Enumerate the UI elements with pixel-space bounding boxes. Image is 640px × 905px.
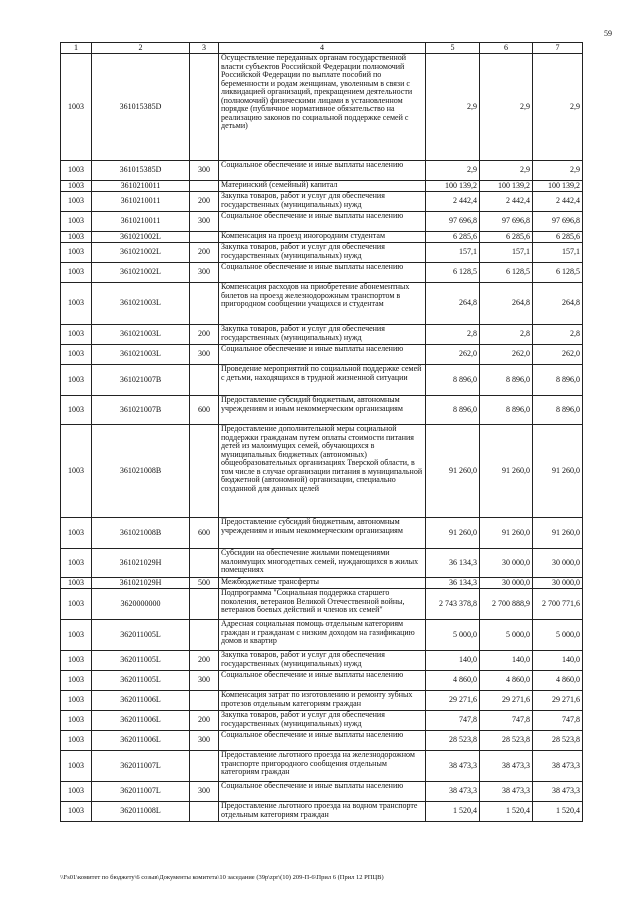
amount-year2-cell: 2,8 bbox=[480, 325, 533, 345]
amount-year2-cell: 91 260,0 bbox=[480, 518, 533, 549]
expense-type-cell: 600 bbox=[190, 396, 219, 425]
amount-year1-cell: 1 520,4 bbox=[426, 802, 480, 822]
description-cell: Материнский (семейный) капитал bbox=[219, 181, 426, 192]
amount-year1-cell: 8 896,0 bbox=[426, 396, 480, 425]
table-row bbox=[61, 620, 583, 651]
column-header-5: 5 bbox=[426, 43, 480, 54]
amount-year2-cell: 29 271,6 bbox=[480, 691, 533, 711]
expense-type-cell bbox=[190, 751, 219, 782]
expense-type-cell: 300 bbox=[190, 345, 219, 365]
page-number: 59 bbox=[604, 29, 612, 38]
target-article-cell: 361021002L bbox=[92, 232, 190, 243]
amount-year1-cell: 6 285,6 bbox=[426, 232, 480, 243]
expense-type-cell bbox=[190, 802, 219, 822]
amount-year2-cell: 747,8 bbox=[480, 711, 533, 731]
target-article-cell: 362011006L bbox=[92, 691, 190, 711]
description-cell: Социальное обеспечение и иные выплаты населению bbox=[219, 161, 426, 181]
amount-year3-cell: 91 260,0 bbox=[533, 518, 583, 549]
amount-year1-cell: 2,9 bbox=[426, 161, 480, 181]
description-cell: Предоставление льготного проезда на железнодорожном транспорте пригородного сообщения отдельным категориям граждан bbox=[219, 751, 426, 782]
target-article-cell: 361021008B bbox=[92, 425, 190, 518]
amount-year3-cell: 2,9 bbox=[533, 161, 583, 181]
section-code-cell: 1003 bbox=[61, 181, 92, 192]
amount-year2-cell: 91 260,0 bbox=[480, 425, 533, 518]
expense-type-cell: 300 bbox=[190, 671, 219, 691]
target-article-cell: 361015385D bbox=[92, 161, 190, 181]
target-article-cell: 361021003L bbox=[92, 283, 190, 325]
amount-year2-cell: 2 700 888,9 bbox=[480, 589, 533, 620]
expense-type-cell bbox=[190, 54, 219, 161]
section-code-cell: 1003 bbox=[61, 161, 92, 181]
amount-year1-cell: 157,1 bbox=[426, 243, 480, 263]
table-row bbox=[61, 711, 583, 731]
target-article-cell: 362011006L bbox=[92, 731, 190, 751]
section-code-cell: 1003 bbox=[61, 549, 92, 578]
description-cell: Закупка товаров, работ и услуг для обеспечения государственных (муниципальных) нужд bbox=[219, 325, 426, 345]
expense-type-cell: 300 bbox=[190, 782, 219, 802]
amount-year2-cell: 157,1 bbox=[480, 243, 533, 263]
amount-year2-cell: 140,0 bbox=[480, 651, 533, 671]
amount-year3-cell: 140,0 bbox=[533, 651, 583, 671]
section-code-cell: 1003 bbox=[61, 518, 92, 549]
amount-year2-cell: 8 896,0 bbox=[480, 365, 533, 396]
target-article-cell: 3610210011 bbox=[92, 181, 190, 192]
table-row bbox=[61, 425, 583, 518]
amount-year3-cell: 264,8 bbox=[533, 283, 583, 325]
section-code-cell: 1003 bbox=[61, 345, 92, 365]
expense-type-cell: 200 bbox=[190, 243, 219, 263]
amount-year3-cell: 91 260,0 bbox=[533, 425, 583, 518]
description-cell: Социальное обеспечение и иные выплаты населению bbox=[219, 212, 426, 232]
amount-year3-cell: 2,9 bbox=[533, 54, 583, 161]
target-article-cell: 361015385D bbox=[92, 54, 190, 161]
amount-year3-cell: 100 139,2 bbox=[533, 181, 583, 192]
table-row bbox=[61, 396, 583, 425]
amount-year1-cell: 262,0 bbox=[426, 345, 480, 365]
table-row bbox=[61, 802, 583, 822]
table-row bbox=[61, 651, 583, 671]
description-cell: Осуществление переданных органам государственной власти субъектов Российской Федерации полномочий Российской Федерации по выплате пособий по беременности и родам женщинам, уволенным в связи с ликвидацией организаций, прекращением деятельности (полномочий) физическими лицами в установленном порядке (публичное нормативное обязательство на реализацию законов по социальной поддержке семей с детьми) bbox=[219, 54, 426, 161]
table-row bbox=[61, 232, 583, 243]
column-header-6: 6 bbox=[480, 43, 533, 54]
amount-year3-cell: 2 700 771,6 bbox=[533, 589, 583, 620]
table-row bbox=[61, 782, 583, 802]
table-row bbox=[61, 263, 583, 283]
description-cell: Социальное обеспечение и иные выплаты населению bbox=[219, 731, 426, 751]
amount-year3-cell: 6 128,5 bbox=[533, 263, 583, 283]
target-article-cell: 3620000000 bbox=[92, 589, 190, 620]
amount-year3-cell: 5 000,0 bbox=[533, 620, 583, 651]
section-code-cell: 1003 bbox=[61, 578, 92, 589]
amount-year3-cell: 262,0 bbox=[533, 345, 583, 365]
section-code-cell: 1003 bbox=[61, 425, 92, 518]
table-row bbox=[61, 751, 583, 782]
amount-year2-cell: 2,9 bbox=[480, 161, 533, 181]
expense-type-cell: 200 bbox=[190, 711, 219, 731]
amount-year1-cell: 2,8 bbox=[426, 325, 480, 345]
section-code-cell: 1003 bbox=[61, 325, 92, 345]
target-article-cell: 3610210011 bbox=[92, 212, 190, 232]
section-code-cell: 1003 bbox=[61, 54, 92, 161]
section-code-cell: 1003 bbox=[61, 751, 92, 782]
amount-year3-cell: 38 473,3 bbox=[533, 782, 583, 802]
target-article-cell: 362011005L bbox=[92, 651, 190, 671]
amount-year2-cell: 38 473,3 bbox=[480, 751, 533, 782]
section-code-cell: 1003 bbox=[61, 192, 92, 212]
table-row bbox=[61, 325, 583, 345]
amount-year1-cell: 38 473,3 bbox=[426, 782, 480, 802]
table-row bbox=[61, 54, 583, 161]
section-code-cell: 1003 bbox=[61, 651, 92, 671]
amount-year2-cell: 6 285,6 bbox=[480, 232, 533, 243]
expense-type-cell bbox=[190, 425, 219, 518]
column-header-2: 2 bbox=[92, 43, 190, 54]
amount-year3-cell: 747,8 bbox=[533, 711, 583, 731]
section-code-cell: 1003 bbox=[61, 232, 92, 243]
section-code-cell: 1003 bbox=[61, 396, 92, 425]
amount-year3-cell: 8 896,0 bbox=[533, 396, 583, 425]
description-cell: Социальное обеспечение и иные выплаты населению bbox=[219, 263, 426, 283]
expense-type-cell: 300 bbox=[190, 161, 219, 181]
amount-year2-cell: 5 000,0 bbox=[480, 620, 533, 651]
amount-year2-cell: 2,9 bbox=[480, 54, 533, 161]
section-code-cell: 1003 bbox=[61, 782, 92, 802]
amount-year1-cell: 5 000,0 bbox=[426, 620, 480, 651]
amount-year1-cell: 100 139,2 bbox=[426, 181, 480, 192]
amount-year1-cell: 6 128,5 bbox=[426, 263, 480, 283]
expense-type-cell bbox=[190, 691, 219, 711]
section-code-cell: 1003 bbox=[61, 731, 92, 751]
target-article-cell: 361021002L bbox=[92, 263, 190, 283]
section-code-cell: 1003 bbox=[61, 620, 92, 651]
expense-type-cell: 200 bbox=[190, 325, 219, 345]
table-row bbox=[61, 691, 583, 711]
target-article-cell: 361021029H bbox=[92, 549, 190, 578]
amount-year1-cell: 2 743 378,8 bbox=[426, 589, 480, 620]
description-cell: Закупка товаров, работ и услуг для обеспечения государственных (муниципальных) нужд bbox=[219, 243, 426, 263]
table-row bbox=[61, 181, 583, 192]
target-article-cell: 361021029H bbox=[92, 578, 190, 589]
table-row bbox=[61, 671, 583, 691]
amount-year1-cell: 2,9 bbox=[426, 54, 480, 161]
expense-type-cell bbox=[190, 283, 219, 325]
target-article-cell: 361021007B bbox=[92, 396, 190, 425]
amount-year2-cell: 30 000,0 bbox=[480, 578, 533, 589]
description-cell: Компенсация на проезд иногородним студентам bbox=[219, 232, 426, 243]
section-code-cell: 1003 bbox=[61, 243, 92, 263]
description-cell: Социальное обеспечение и иные выплаты населению bbox=[219, 782, 426, 802]
description-cell: Адресная социальная помощь отдельным категориям граждан и гражданам с низким доходом на газификацию домов и квартир bbox=[219, 620, 426, 651]
amount-year1-cell: 140,0 bbox=[426, 651, 480, 671]
amount-year1-cell: 91 260,0 bbox=[426, 425, 480, 518]
amount-year3-cell: 38 473,3 bbox=[533, 751, 583, 782]
expense-type-cell bbox=[190, 620, 219, 651]
section-code-cell: 1003 bbox=[61, 711, 92, 731]
amount-year3-cell: 29 271,6 bbox=[533, 691, 583, 711]
description-cell: Предоставление субсидий бюджетным, автономным учреждениям и иным некоммерческим организациям bbox=[219, 518, 426, 549]
target-article-cell: 361021008B bbox=[92, 518, 190, 549]
table-row bbox=[61, 589, 583, 620]
amount-year1-cell: 97 696,8 bbox=[426, 212, 480, 232]
description-cell: Проведение мероприятий по социальной поддержке семей с детьми, находящихся в трудной жизненной ситуации bbox=[219, 365, 426, 396]
target-article-cell: 361021003L bbox=[92, 325, 190, 345]
amount-year1-cell: 38 473,3 bbox=[426, 751, 480, 782]
amount-year3-cell: 1 520,4 bbox=[533, 802, 583, 822]
amount-year3-cell: 2 442,4 bbox=[533, 192, 583, 212]
amount-year1-cell: 36 134,3 bbox=[426, 578, 480, 589]
expense-type-cell bbox=[190, 365, 219, 396]
expense-type-cell: 300 bbox=[190, 731, 219, 751]
amount-year2-cell: 8 896,0 bbox=[480, 396, 533, 425]
expense-type-cell bbox=[190, 181, 219, 192]
amount-year2-cell: 2 442,4 bbox=[480, 192, 533, 212]
amount-year2-cell: 30 000,0 bbox=[480, 549, 533, 578]
amount-year1-cell: 2 442,4 bbox=[426, 192, 480, 212]
target-article-cell: 362011007L bbox=[92, 782, 190, 802]
description-cell: Субсидии на обеспечение жилыми помещениями малоимущих многодетных семей, нуждающихся в жилых помещениях bbox=[219, 549, 426, 578]
amount-year3-cell: 157,1 bbox=[533, 243, 583, 263]
target-article-cell: 361021003L bbox=[92, 345, 190, 365]
budget-table bbox=[60, 42, 583, 822]
description-cell: Закупка товаров, работ и услуг для обеспечения государственных (муниципальных) нужд bbox=[219, 192, 426, 212]
table-row bbox=[61, 161, 583, 181]
amount-year3-cell: 30 000,0 bbox=[533, 549, 583, 578]
table-row bbox=[61, 518, 583, 549]
table-row bbox=[61, 549, 583, 578]
amount-year2-cell: 1 520,4 bbox=[480, 802, 533, 822]
section-code-cell: 1003 bbox=[61, 671, 92, 691]
table-row bbox=[61, 243, 583, 263]
section-code-cell: 1003 bbox=[61, 212, 92, 232]
target-article-cell: 362011005L bbox=[92, 620, 190, 651]
section-code-cell: 1003 bbox=[61, 283, 92, 325]
expense-type-cell: 300 bbox=[190, 212, 219, 232]
amount-year3-cell: 8 896,0 bbox=[533, 365, 583, 396]
amount-year1-cell: 91 260,0 bbox=[426, 518, 480, 549]
expense-type-cell: 200 bbox=[190, 192, 219, 212]
expense-type-cell: 600 bbox=[190, 518, 219, 549]
target-article-cell: 362011007L bbox=[92, 751, 190, 782]
amount-year2-cell: 264,8 bbox=[480, 283, 533, 325]
amount-year3-cell: 4 860,0 bbox=[533, 671, 583, 691]
table-row bbox=[61, 283, 583, 325]
description-cell: Социальное обеспечение и иные выплаты населению bbox=[219, 345, 426, 365]
amount-year3-cell: 97 696,8 bbox=[533, 212, 583, 232]
section-code-cell: 1003 bbox=[61, 589, 92, 620]
table-row bbox=[61, 212, 583, 232]
table-row bbox=[61, 345, 583, 365]
target-article-cell: 3610210011 bbox=[92, 192, 190, 212]
amount-year1-cell: 8 896,0 bbox=[426, 365, 480, 396]
description-cell: Закупка товаров, работ и услуг для обеспечения государственных (муниципальных) нужд bbox=[219, 651, 426, 671]
description-cell: Предоставление субсидий бюджетным, автономным учреждениям и иным некоммерческим организациям bbox=[219, 396, 426, 425]
amount-year2-cell: 4 860,0 bbox=[480, 671, 533, 691]
table-row bbox=[61, 578, 583, 589]
section-code-cell: 1003 bbox=[61, 802, 92, 822]
description-cell: Закупка товаров, работ и услуг для обеспечения государственных (муниципальных) нужд bbox=[219, 711, 426, 731]
description-cell: Предоставление дополнительной меры социальной поддержки гражданам путем оплаты стоимости питания детей из малоимущих семей, обучающихся в муниципальных бюджетных (автономных) общеобразовательных организациях Тверской области, в том числе в случае организации питания в муниципальной бюджетной (автономной) организации, специально созданной для данных целей bbox=[219, 425, 426, 518]
header-row bbox=[61, 43, 583, 54]
column-header-4: 4 bbox=[219, 43, 426, 54]
description-cell: Социальное обеспечение и иные выплаты населению bbox=[219, 671, 426, 691]
section-code-cell: 1003 bbox=[61, 263, 92, 283]
column-header-1: 1 bbox=[61, 43, 92, 54]
column-header-7: 7 bbox=[533, 43, 583, 54]
amount-year3-cell: 6 285,6 bbox=[533, 232, 583, 243]
amount-year1-cell: 4 860,0 bbox=[426, 671, 480, 691]
description-cell: Межбюджетные трансферты bbox=[219, 578, 426, 589]
amount-year1-cell: 264,8 bbox=[426, 283, 480, 325]
section-code-cell: 1003 bbox=[61, 691, 92, 711]
expense-type-cell bbox=[190, 232, 219, 243]
amount-year2-cell: 97 696,8 bbox=[480, 212, 533, 232]
description-cell: Компенсация затрат по изготовлению и ремонту зубных протезов отдельным категориям граждан bbox=[219, 691, 426, 711]
description-cell: Подпрограмма "Социальная поддержка старшего поколения, ветеранов Великой Отечественной войны, ветеранов боевых действий и членов их семей" bbox=[219, 589, 426, 620]
description-cell: Предоставление льготного проезда на водном транспорте отдельным категориям граждан bbox=[219, 802, 426, 822]
target-article-cell: 362011008L bbox=[92, 802, 190, 822]
amount-year2-cell: 28 523,8 bbox=[480, 731, 533, 751]
target-article-cell: 362011005L bbox=[92, 671, 190, 691]
description-cell: Компенсация расходов на приобретение абонементных билетов на проезд железнодорожным транспортом в пригородном сообщении учащихся и студентам bbox=[219, 283, 426, 325]
target-article-cell: 361021002L bbox=[92, 243, 190, 263]
amount-year1-cell: 747,8 bbox=[426, 711, 480, 731]
table-row bbox=[61, 365, 583, 396]
expense-type-cell bbox=[190, 589, 219, 620]
amount-year2-cell: 262,0 bbox=[480, 345, 533, 365]
column-header-3: 3 bbox=[190, 43, 219, 54]
amount-year2-cell: 100 139,2 bbox=[480, 181, 533, 192]
expense-type-cell: 200 bbox=[190, 651, 219, 671]
footer-file-path: \\Fs01\комитет по бюджету\6 созыв\Документы комитета\10 заседание (39р\zpr\(10) 209-П-6\Прил 6 (Прил 12 РПЦВ) bbox=[60, 874, 384, 881]
amount-year2-cell: 6 128,5 bbox=[480, 263, 533, 283]
section-code-cell: 1003 bbox=[61, 365, 92, 396]
target-article-cell: 362011006L bbox=[92, 711, 190, 731]
amount-year1-cell: 36 134,3 bbox=[426, 549, 480, 578]
table-row bbox=[61, 192, 583, 212]
amount-year3-cell: 28 523,8 bbox=[533, 731, 583, 751]
amount-year1-cell: 29 271,6 bbox=[426, 691, 480, 711]
amount-year3-cell: 2,8 bbox=[533, 325, 583, 345]
amount-year2-cell: 38 473,3 bbox=[480, 782, 533, 802]
expense-type-cell: 300 bbox=[190, 263, 219, 283]
target-article-cell: 361021007B bbox=[92, 365, 190, 396]
amount-year3-cell: 30 000,0 bbox=[533, 578, 583, 589]
expense-type-cell bbox=[190, 549, 219, 578]
amount-year1-cell: 28 523,8 bbox=[426, 731, 480, 751]
expense-type-cell: 500 bbox=[190, 578, 219, 589]
table-row bbox=[61, 731, 583, 751]
